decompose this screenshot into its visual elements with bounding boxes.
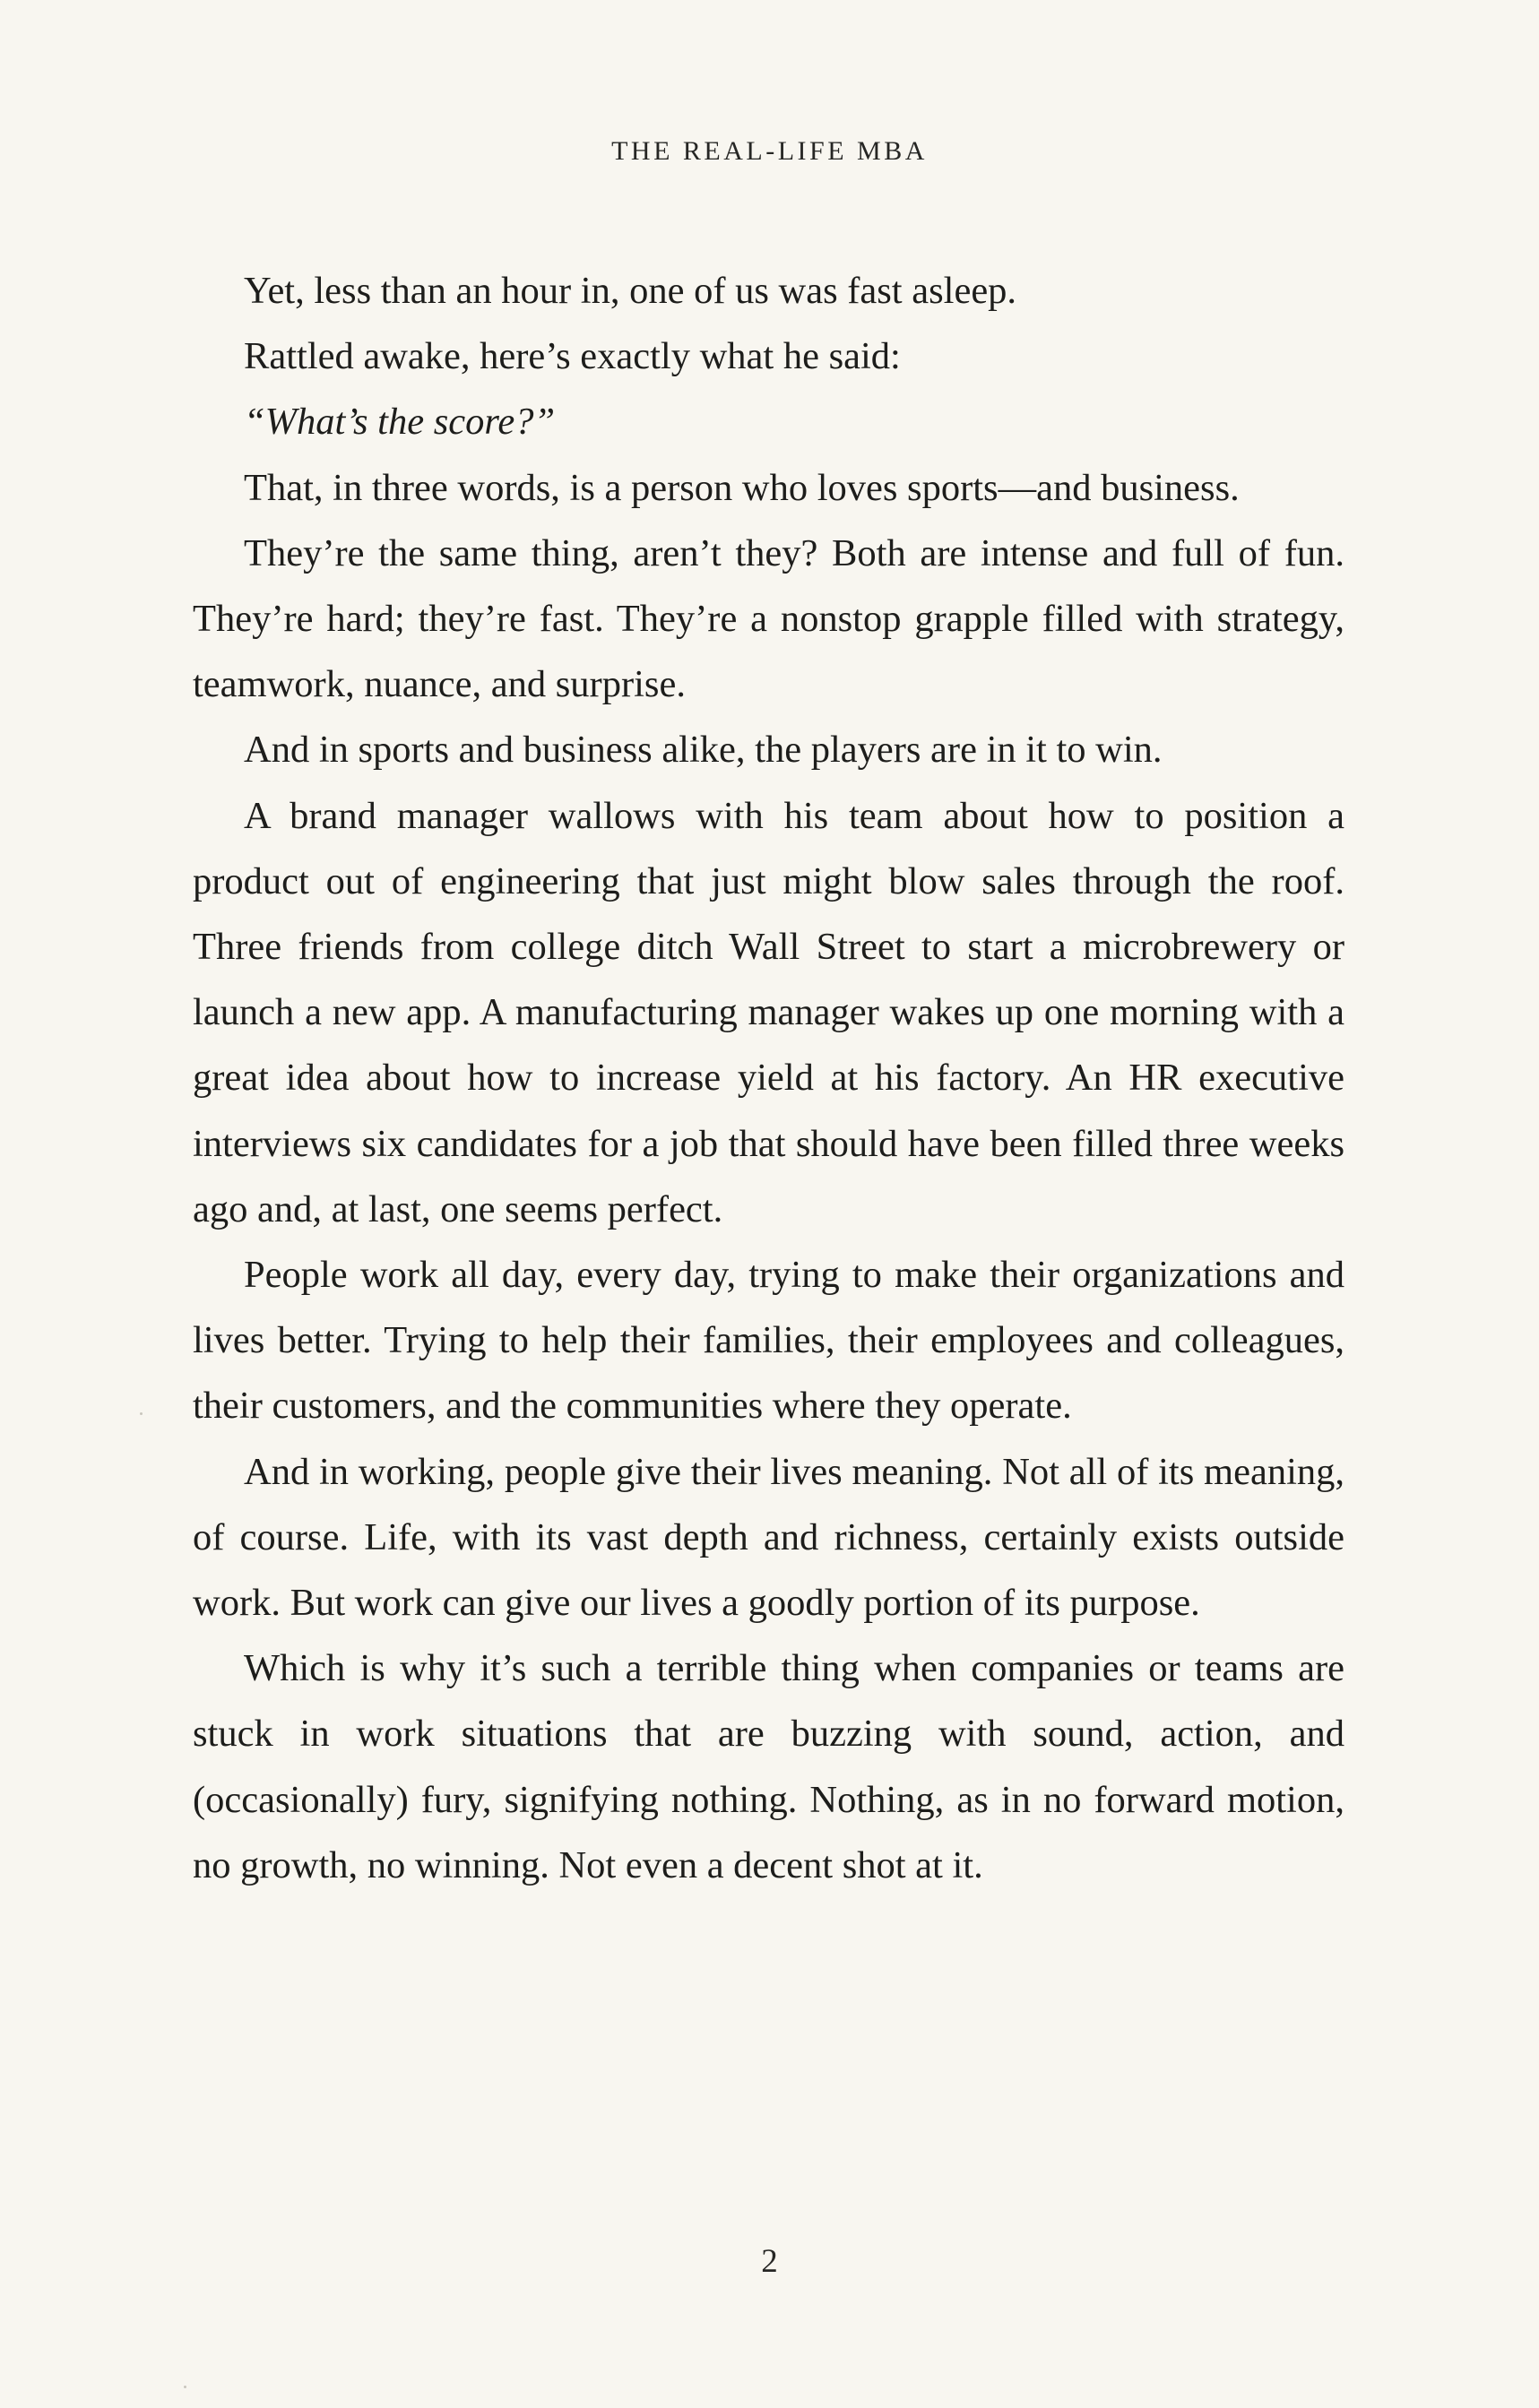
paragraph: And in working, people give their lives meaning. Not all of its meaning, of course. Life, with its vast depth and richness, certainly exists outside work. But work can give our lives a goodly portion of its purpose. xyxy=(193,1450,1344,1625)
paragraph: People work all day, every day, trying to make their organizations and lives better. Trying to help their families, their employees and colleagues, their customers, and the communities where they operate. xyxy=(193,1254,1344,1428)
paragraph: That, in three words, is a person who loves sports—and business. xyxy=(244,466,1240,509)
paragraph: Rattled awake, here’s exactly what he said: xyxy=(244,335,901,378)
paper-speck xyxy=(140,1412,143,1415)
body-text xyxy=(193,258,1344,1898)
running-head: THE REAL-LIFE MBA xyxy=(611,136,928,166)
paragraph: Which is why it’s such a terrible thing when companies or teams are stuck in work situations that are buzzing with sound, action, and (occasionally) fury, signifying nothing. Nothing, as in no forward motion, no growth, no winning. Not even a decent shot at it. xyxy=(193,1647,1344,1886)
paragraph: A brand manager wallows with his team about how to position a product out of engineering that just might blow sales through the roof. Three friends from college ditch Wall Street to start a microbrewery or launch a new app. A manufacturing manager wakes up one morning with a great idea about how to increase yield at his factory. An HR executive interviews six candidates for a job that should have been filled three weeks ago and, at last, one seems perfect. xyxy=(193,794,1344,1230)
paragraph: They’re the same thing, aren’t they? Both are intense and full of fun. They’re hard; they’re fast. They’re a nonstop grapple filled with strategy, teamwork, nuance, and surprise. xyxy=(193,531,1344,706)
paper-speck xyxy=(184,2386,186,2388)
paragraph: And in sports and business alike, the players are in it to win. xyxy=(244,729,1163,772)
quoted-question: “What’s the score?” xyxy=(244,401,556,444)
paragraph: Yet, less than an hour in, one of us was fast asleep. xyxy=(244,270,1017,312)
page-number: 2 xyxy=(761,2243,778,2280)
